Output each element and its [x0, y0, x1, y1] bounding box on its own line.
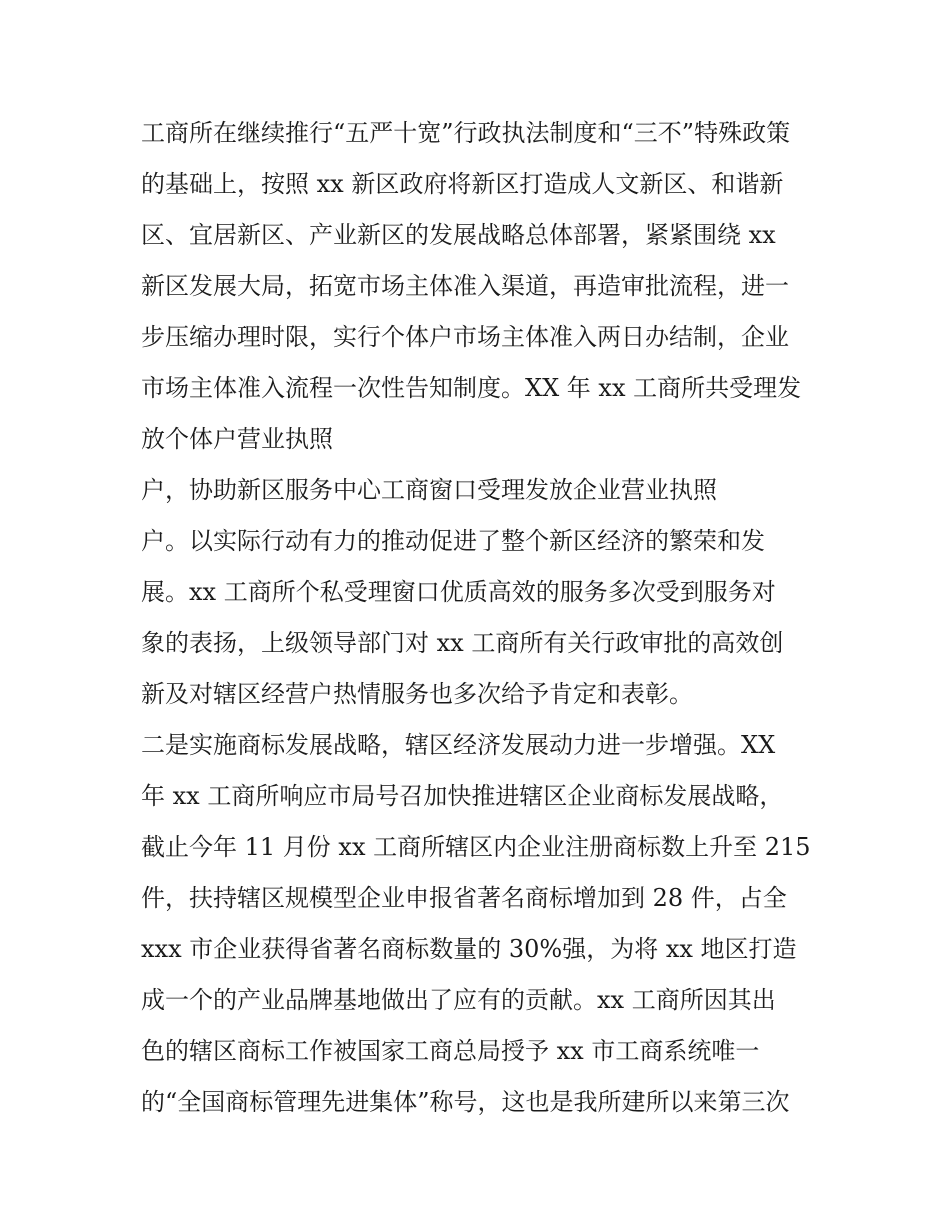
text-line: 展。xx 工商所个私受理窗口优质高效的服务多次受到服务对: [141, 578, 776, 606]
text-line: 件，扶持辖区规模型企业申报省著名商标增加到 28 件，占全: [141, 884, 787, 912]
text-line: xxx 市企业获得省著名商标数量的 30%强，为将 xx 地区打造: [141, 935, 797, 963]
text-line: 市场主体准入流程一次性告知制度。XX 年 xx 工商所共受理发: [141, 374, 802, 402]
text-line: 的基础上，按照 xx 新区政府将新区打造成人文新区、和谐新: [141, 170, 784, 198]
text-line: 放个体户营业执照: [141, 425, 333, 453]
text-line: 步压缩办理时限，实行个体户市场主体准入两日办结制，企业: [141, 323, 789, 351]
text-line: 工商所在继续推行“五严十宽”行政执法制度和“三不”特殊政策: [141, 119, 791, 147]
text-line: 色的辖区商标工作被国家工商总局授予 xx 市工商系统唯一: [141, 1037, 760, 1065]
text-line: 区、宜居新区、产业新区的发展战略总体部署，紧紧围绕 xx: [141, 221, 776, 249]
text-line: 新区发展大局，拓宽市场主体准入渠道，再造审批流程，进一: [141, 272, 789, 300]
text-line: 年 xx 工商所响应市局号召加快推进辖区企业商标发展战略，: [141, 782, 784, 810]
text-line: 的“全国商标管理先进集体”称号，这也是我所建所以来第三次: [141, 1088, 790, 1116]
text-line: 户，协助新区服务中心工商窗口受理发放企业营业执照: [141, 476, 717, 504]
text-line: 象的表扬，上级领导部门对 xx 工商所有关行政审批的高效创: [141, 629, 784, 657]
text-line: 截止今年 11 月份 xx 工商所辖区内企业注册商标数上升至 215: [141, 833, 811, 861]
text-line: 户。以实际行动有力的推动促进了整个新区经济的繁荣和发: [141, 527, 765, 555]
document-body: [141, 108, 821, 1128]
text-line: 新及对辖区经营户热情服务也多次给予肯定和表彰。: [141, 680, 693, 708]
text-line: 成一个的产业品牌基地做出了应有的贡献。xx 工商所因其出: [141, 986, 776, 1014]
text-line: 二是实施商标发展战略，辖区经济发展动力进一步增强。XX: [141, 731, 776, 759]
